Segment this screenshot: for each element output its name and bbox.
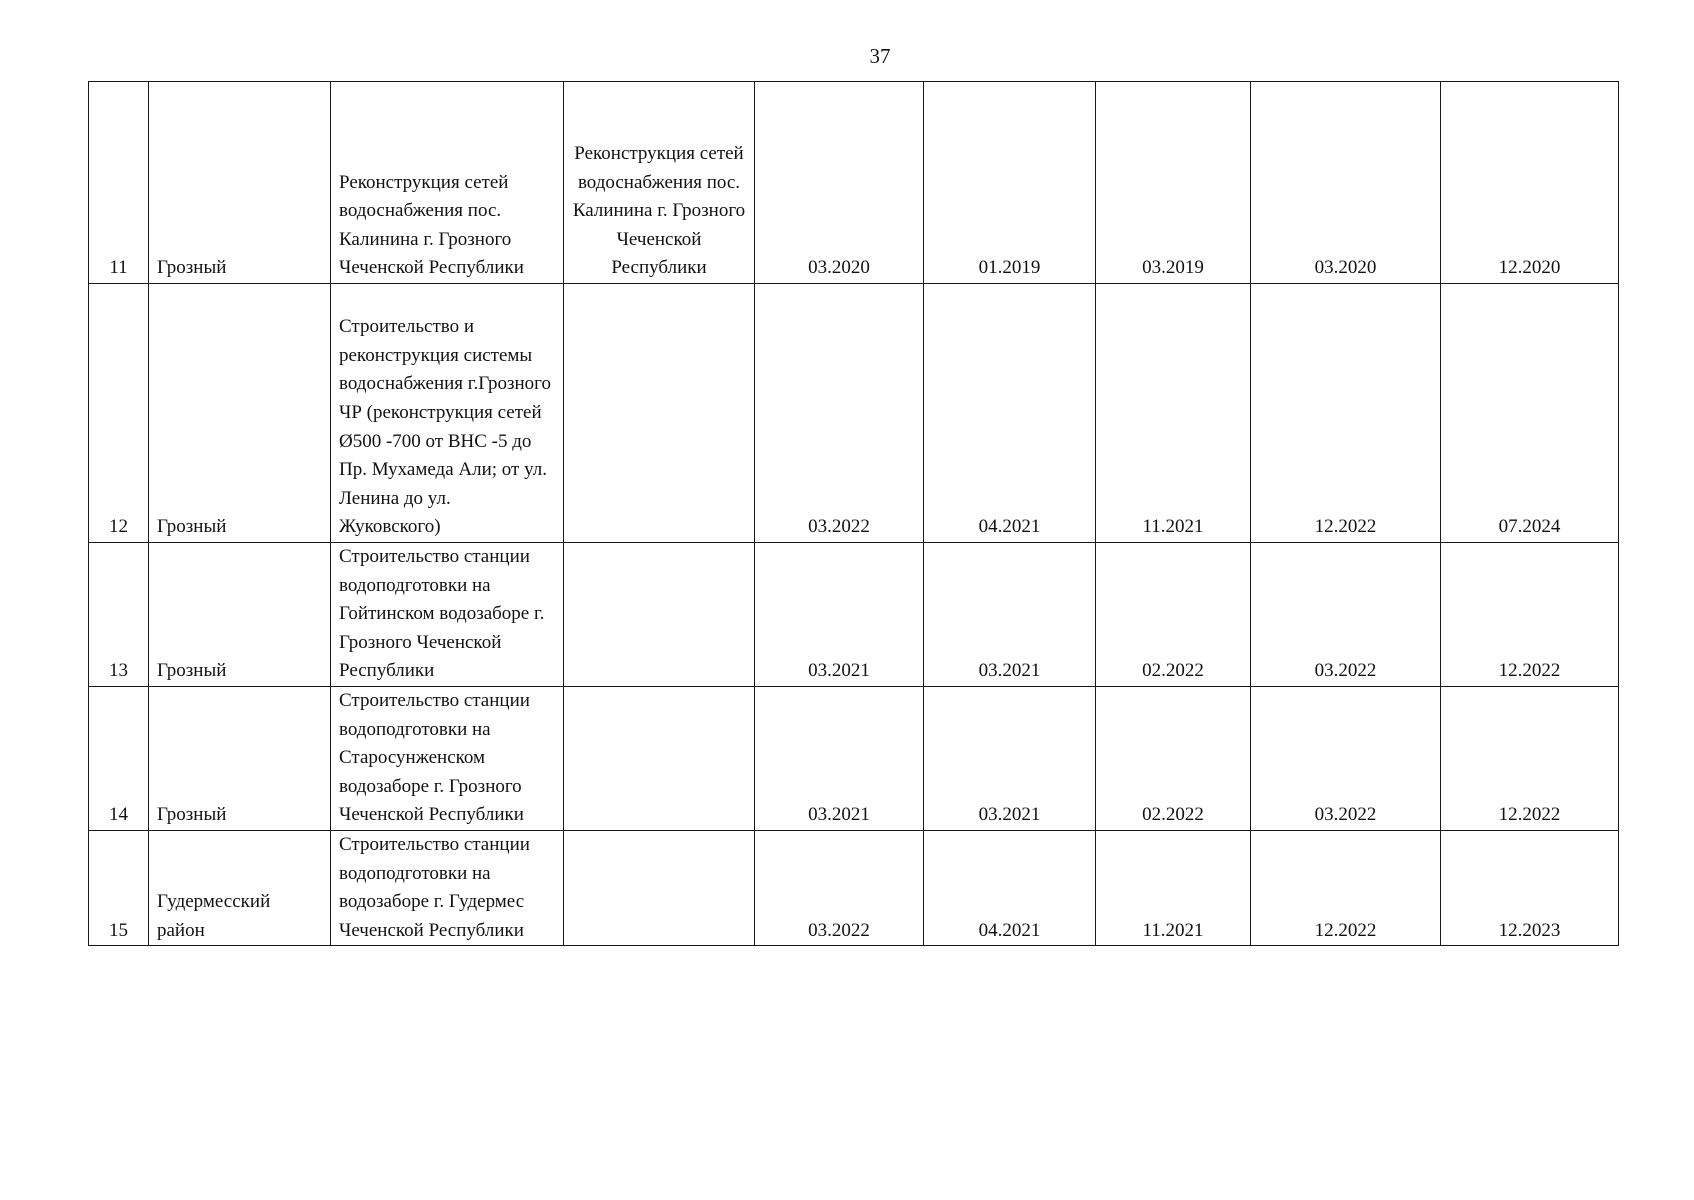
- date-cell-5: 07.2024: [1441, 284, 1619, 543]
- district-cell: Грозный: [149, 543, 331, 687]
- date-cell-4: 12.2022: [1251, 831, 1441, 946]
- project-cell: [564, 831, 755, 946]
- date-cell-1: 03.2022: [755, 831, 924, 946]
- object-name-cell: Строительство станции водоподготовки на Старосунженском водозаборе г. Грозного Чеченской Республики: [331, 687, 564, 831]
- district-cell: Грозный: [149, 82, 331, 284]
- date-cell-2: 03.2021: [924, 687, 1096, 831]
- table-row: [89, 687, 1619, 831]
- district-cell: Грозный: [149, 284, 331, 543]
- row-number: 14: [89, 687, 149, 831]
- table-row: [89, 831, 1619, 946]
- district-cell: Грозный: [149, 687, 331, 831]
- date-cell-4: 03.2020: [1251, 82, 1441, 284]
- date-cell-5: 12.2023: [1441, 831, 1619, 946]
- row-number: 12: [89, 284, 149, 543]
- row-number: 11: [89, 82, 149, 284]
- date-cell-2: 04.2021: [924, 831, 1096, 946]
- page-number: 37: [869, 44, 891, 68]
- project-cell: Реконструкция сетей водоснабжения пос. Калинина г. Грозного Чеченской Республики: [564, 82, 755, 284]
- date-cell-3: 11.2021: [1096, 284, 1251, 543]
- object-name-cell: Строительство и реконструкция системы водоснабжения г.Грозного ЧР (реконструкция сетей Ø500 -700 от ВНС -5 до Пр. Мухамеда Али; от ул. Ленина до ул. Жуковского): [331, 284, 564, 543]
- date-cell-2: 01.2019: [924, 82, 1096, 284]
- date-cell-5: 12.2022: [1441, 687, 1619, 831]
- date-cell-1: 03.2022: [755, 284, 924, 543]
- object-name-cell: Реконструкция сетей водоснабжения пос. Калинина г. Грозного Чеченской Республики: [331, 82, 564, 284]
- date-cell-5: 12.2022: [1441, 543, 1619, 687]
- date-cell-3: 03.2019: [1096, 82, 1251, 284]
- object-name-cell: Строительство станции водоподготовки на Гойтинском водозаборе г. Грозного Чеченской Республики: [331, 543, 564, 687]
- project-cell: [564, 687, 755, 831]
- date-cell-1: 03.2020: [755, 82, 924, 284]
- date-cell-1: 03.2021: [755, 687, 924, 831]
- table-row: [89, 543, 1619, 687]
- date-cell-5: 12.2020: [1441, 82, 1619, 284]
- data-table: [88, 81, 1619, 946]
- project-cell: [564, 284, 755, 543]
- date-cell-3: 02.2022: [1096, 687, 1251, 831]
- object-name-cell: Строительство станции водоподготовки на водозаборе г. Гудермес Чеченской Республики: [331, 831, 564, 946]
- date-cell-4: 12.2022: [1251, 284, 1441, 543]
- district-cell: Гудермесский район: [149, 831, 331, 946]
- date-cell-2: 03.2021: [924, 543, 1096, 687]
- date-cell-4: 03.2022: [1251, 543, 1441, 687]
- date-cell-2: 04.2021: [924, 284, 1096, 543]
- table-row: [89, 284, 1619, 543]
- date-cell-3: 11.2021: [1096, 831, 1251, 946]
- row-number: 15: [89, 831, 149, 946]
- date-cell-1: 03.2021: [755, 543, 924, 687]
- date-cell-4: 03.2022: [1251, 687, 1441, 831]
- row-number: 13: [89, 543, 149, 687]
- date-cell-3: 02.2022: [1096, 543, 1251, 687]
- table-row: [89, 82, 1619, 284]
- project-cell: [564, 543, 755, 687]
